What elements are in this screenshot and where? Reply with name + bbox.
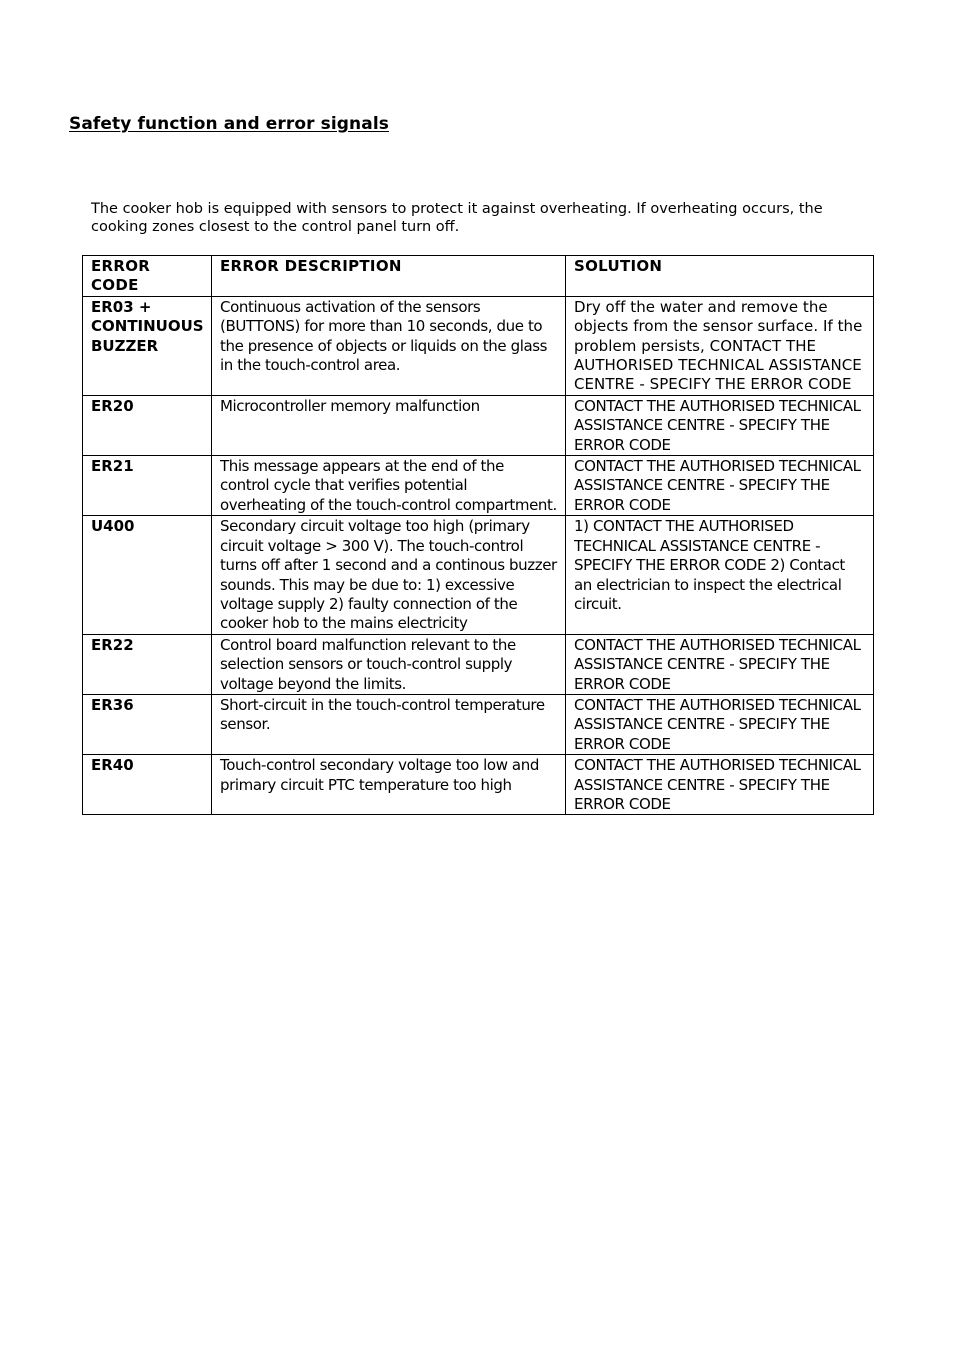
table-row (83, 296, 874, 395)
table-row (83, 634, 874, 694)
error-code-cell: ER03 + CONTINUOUS BUZZER (83, 296, 212, 395)
error-description-cell: Continuous activation of the sensors (BUTTONS) for more than 10 seconds, due to the presence of objects or liquids on the glass in the touch-control area. (212, 296, 566, 395)
solution-cell: CONTACT THE AUTHORISED TECHNICAL ASSISTANCE CENTRE - SPECIFY THE ERROR CODE (566, 634, 874, 694)
table-header-row (83, 256, 874, 297)
error-codes-table (82, 255, 874, 815)
header-error-code: ERROR CODE (83, 256, 212, 297)
table-row (83, 516, 874, 634)
solution-cell: CONTACT THE AUTHORISED TECHNICAL ASSISTANCE CENTRE - SPECIFY THE ERROR CODE (566, 456, 874, 516)
page-title: Safety function and error signals (69, 114, 389, 134)
error-code-cell: U400 (83, 516, 212, 634)
solution-cell: 1) CONTACT THE AUTHORISED TECHNICAL ASSISTANCE CENTRE - SPECIFY THE ERROR CODE 2) Contact an electrician to inspect the electrical circuit. (566, 516, 874, 634)
solution-cell: CONTACT THE AUTHORISED TECHNICAL ASSISTANCE CENTRE - SPECIFY THE ERROR CODE (566, 694, 874, 754)
error-description-cell: Touch-control secondary voltage too low and primary circuit PTC temperature too high (212, 755, 566, 815)
error-description-cell: Microcontroller memory malfunction (212, 395, 566, 455)
error-code-cell: ER20 (83, 395, 212, 455)
error-code-cell: ER21 (83, 456, 212, 516)
solution-cell: Dry off the water and remove the objects from the sensor surface. If the problem persists, CONTACT THE AUTHORISED TECHNICAL ASSISTANCE CENTRE - SPECIFY THE ERROR CODE (566, 296, 874, 395)
table-row (83, 755, 874, 815)
error-description-cell: This message appears at the end of the control cycle that verifies potential overheating of the touch-control compartment. (212, 456, 566, 516)
header-error-description: ERROR DESCRIPTION (212, 256, 566, 297)
table-row (83, 456, 874, 516)
table-row (83, 395, 874, 455)
error-code-cell: ER22 (83, 634, 212, 694)
header-solution: SOLUTION (566, 256, 874, 297)
error-description-cell: Control board malfunction relevant to the selection sensors or touch-control supply voltage beyond the limits. (212, 634, 566, 694)
error-description-cell: Short-circuit in the touch-control temperature sensor. (212, 694, 566, 754)
error-code-cell: ER40 (83, 755, 212, 815)
table-row (83, 694, 874, 754)
solution-cell: CONTACT THE AUTHORISED TECHNICAL ASSISTANCE CENTRE - SPECIFY THE ERROR CODE (566, 395, 874, 455)
intro-paragraph: The cooker hob is equipped with sensors to protect it against overheating. If overheating occurs, the cooking zones closest to the control panel turn off. (91, 201, 823, 235)
solution-cell: CONTACT THE AUTHORISED TECHNICAL ASSISTANCE CENTRE - SPECIFY THE ERROR CODE (566, 755, 874, 815)
error-code-cell: ER36 (83, 694, 212, 754)
error-description-cell: Secondary circuit voltage too high (primary circuit voltage > 300 V). The touch-control turns off after 1 second and a continous buzzer sounds. This may be due to: 1) excessive voltage supply 2) faulty connection of the cooker hob to the mains electricity (212, 516, 566, 634)
